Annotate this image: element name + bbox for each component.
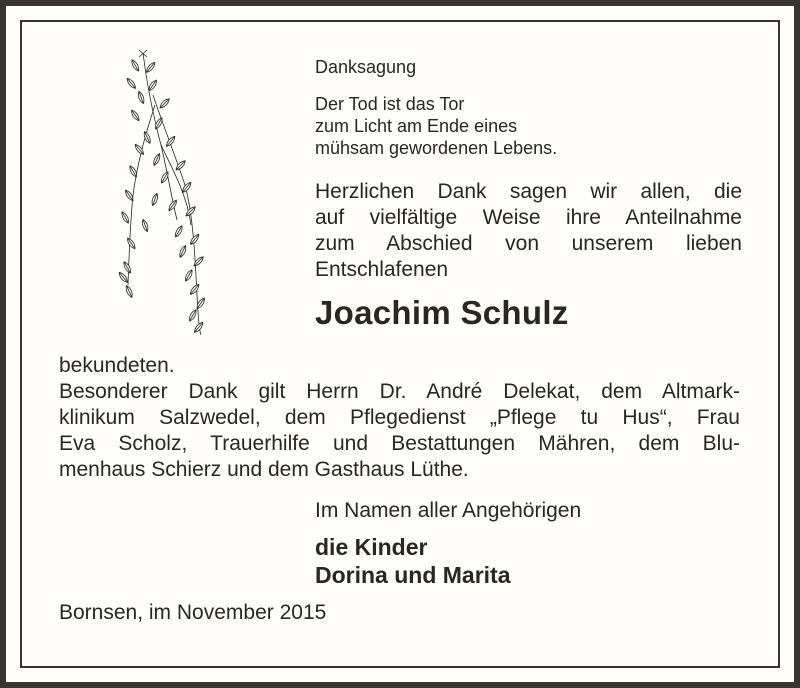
willow-branch-icon (95, 45, 225, 345)
place-date: Bornsen, im November 2015 (59, 601, 327, 624)
signature-line: die Kinder (315, 534, 428, 560)
leaf-icon (152, 153, 162, 167)
thanks-line: zum Abschied von unserem lieben (315, 232, 742, 255)
leaf-icon (189, 233, 201, 246)
leaf-icon (141, 219, 150, 233)
notice-heading: Danksagung (315, 57, 417, 77)
leaf-icon (117, 271, 129, 284)
body-line: klinikum Salzwedel, dem Pflegedienst „Pflege tu Hus“, Frau (59, 406, 740, 429)
leaf-icon (120, 211, 130, 225)
leaf-icon (124, 285, 134, 299)
leaf-icon (137, 91, 146, 105)
leaf-icon (188, 309, 198, 323)
body-line: bekundeten. (59, 354, 175, 377)
leaf-icon (189, 283, 201, 296)
leaf-icon (122, 261, 132, 275)
body-line: Besonderer Dank gilt Herrn Dr. André Delekat, dem Altmark- (59, 380, 740, 403)
verse-line: Der Tod ist das Tor (315, 94, 465, 114)
thanks-line: Entschlafenen (315, 258, 449, 281)
thanks-line: auf vielfältige Weise ihre Anteilnahme (315, 206, 742, 229)
leaf-icon (174, 225, 184, 239)
body-line: menhaus Schierz und dem Gasthaus Lüthe. (59, 458, 469, 481)
leaf-icon (126, 237, 137, 250)
leaf-icon (184, 269, 194, 283)
leaf-icon (147, 79, 158, 92)
leaf-icon (145, 61, 157, 74)
leaf-icon (178, 245, 188, 259)
body-line: Eva Scholz, Trauerhilfe und Bestattungen Mähren, dem Blu- (59, 432, 740, 455)
deceased-name: Joachim Schulz (315, 294, 569, 331)
leaf-icon (158, 97, 170, 109)
signature-intro: Im Namen aller Angehörigen (315, 499, 582, 522)
thanks-line: Herzlichen Dank sagen wir allen, die (315, 180, 742, 203)
thanks-paragraph (315, 179, 742, 283)
signature-names (315, 533, 511, 589)
leaf-icon (130, 109, 141, 122)
verse-line: zum Licht am Ende eines (315, 116, 518, 136)
leaf-icon (130, 59, 140, 73)
verse-line: mühsam gewordenen Lebens. (315, 138, 558, 158)
leaf-icon (150, 193, 159, 207)
leaf-icon (125, 77, 137, 90)
signature-line: Dorina und Marita (315, 562, 511, 588)
leaf-icon (192, 255, 204, 267)
body-paragraph (59, 353, 740, 483)
leaf-icon (154, 117, 164, 131)
verse (315, 93, 557, 159)
leaf-icon (165, 135, 177, 148)
